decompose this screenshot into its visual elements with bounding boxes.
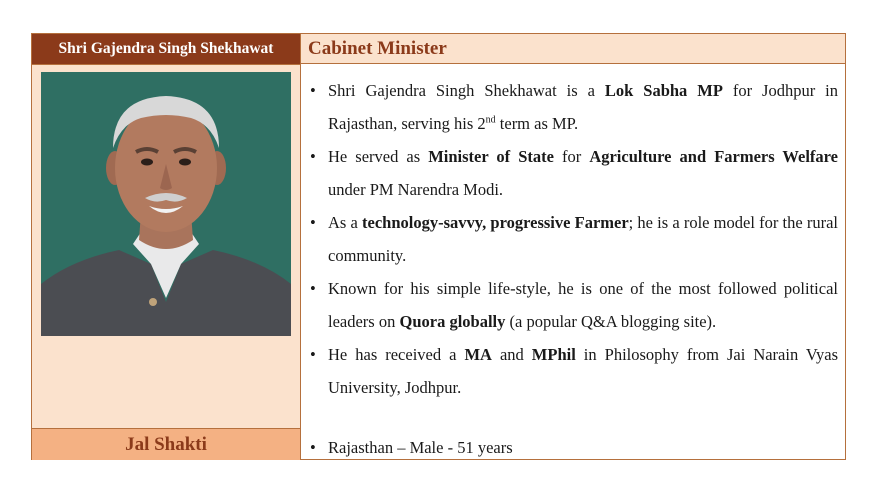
- bullet-text: As a: [328, 213, 363, 232]
- profile-card: [31, 33, 846, 460]
- jacket-button-shape: [149, 298, 157, 306]
- bullet-text: and: [491, 345, 532, 364]
- role-header: Cabinet Minister: [301, 34, 845, 64]
- bullet-item: [301, 272, 838, 338]
- bullet-emphasis-text: technology-savvy, progressive Farmer: [362, 213, 629, 232]
- bullet-text: in Philosophy from Jai Narain Vyas University, Jodhpur.: [328, 345, 838, 397]
- bullet-emphasis-text: Lok Sabha MP: [604, 81, 723, 100]
- bullet-text: ; he is a role model for the rural community.: [328, 213, 838, 265]
- bullet-superscript-text: nd: [485, 114, 496, 126]
- bullet-text: He has received a: [328, 345, 465, 364]
- demographics-item: • Rajasthan – Male - 51 years: [301, 436, 845, 460]
- bullet-emphasis-text: Agriculture and Farmers Welfare: [589, 147, 838, 166]
- right-eye-shape: [179, 159, 191, 166]
- bullet-emphasis-text: Minister of State: [428, 147, 554, 166]
- left-eye-shape: [141, 159, 153, 166]
- portrait-illustration: [41, 72, 291, 336]
- bullet-text: under PM Narendra Modi.: [328, 180, 504, 199]
- bullet-item: [301, 206, 838, 272]
- bullet-text: for Jodhpur in Rajasthan, serving his 2: [328, 81, 838, 133]
- demographics-list: [301, 436, 845, 460]
- bullet-emphasis-text: MPhil: [531, 345, 576, 364]
- profile-left-column: [32, 34, 301, 459]
- bullet-text: term as MP.: [495, 114, 579, 133]
- profile-photo: [41, 72, 291, 336]
- bullet-item: [301, 74, 838, 140]
- bullet-emphasis-text: Quora globally: [399, 312, 506, 331]
- bullet-text: Shri Gajendra Singh Shekhawat is a: [328, 81, 605, 100]
- bullet-text: Known for his simple life-style, he is one of the most followed political leaders on: [328, 279, 838, 331]
- bullet-emphasis-text: MA: [464, 345, 492, 364]
- profile-bullet-list: [301, 74, 845, 404]
- bullet-item: [301, 338, 838, 404]
- bullet-item: [301, 140, 838, 206]
- department-label: Jal Shakti: [32, 428, 300, 460]
- bullet-text: (a popular Q&A blogging site).: [505, 312, 717, 331]
- name-header: Shri Gajendra Singh Shekhawat: [32, 34, 300, 65]
- bullet-text: He served as: [328, 147, 429, 166]
- bullet-text: for: [553, 147, 590, 166]
